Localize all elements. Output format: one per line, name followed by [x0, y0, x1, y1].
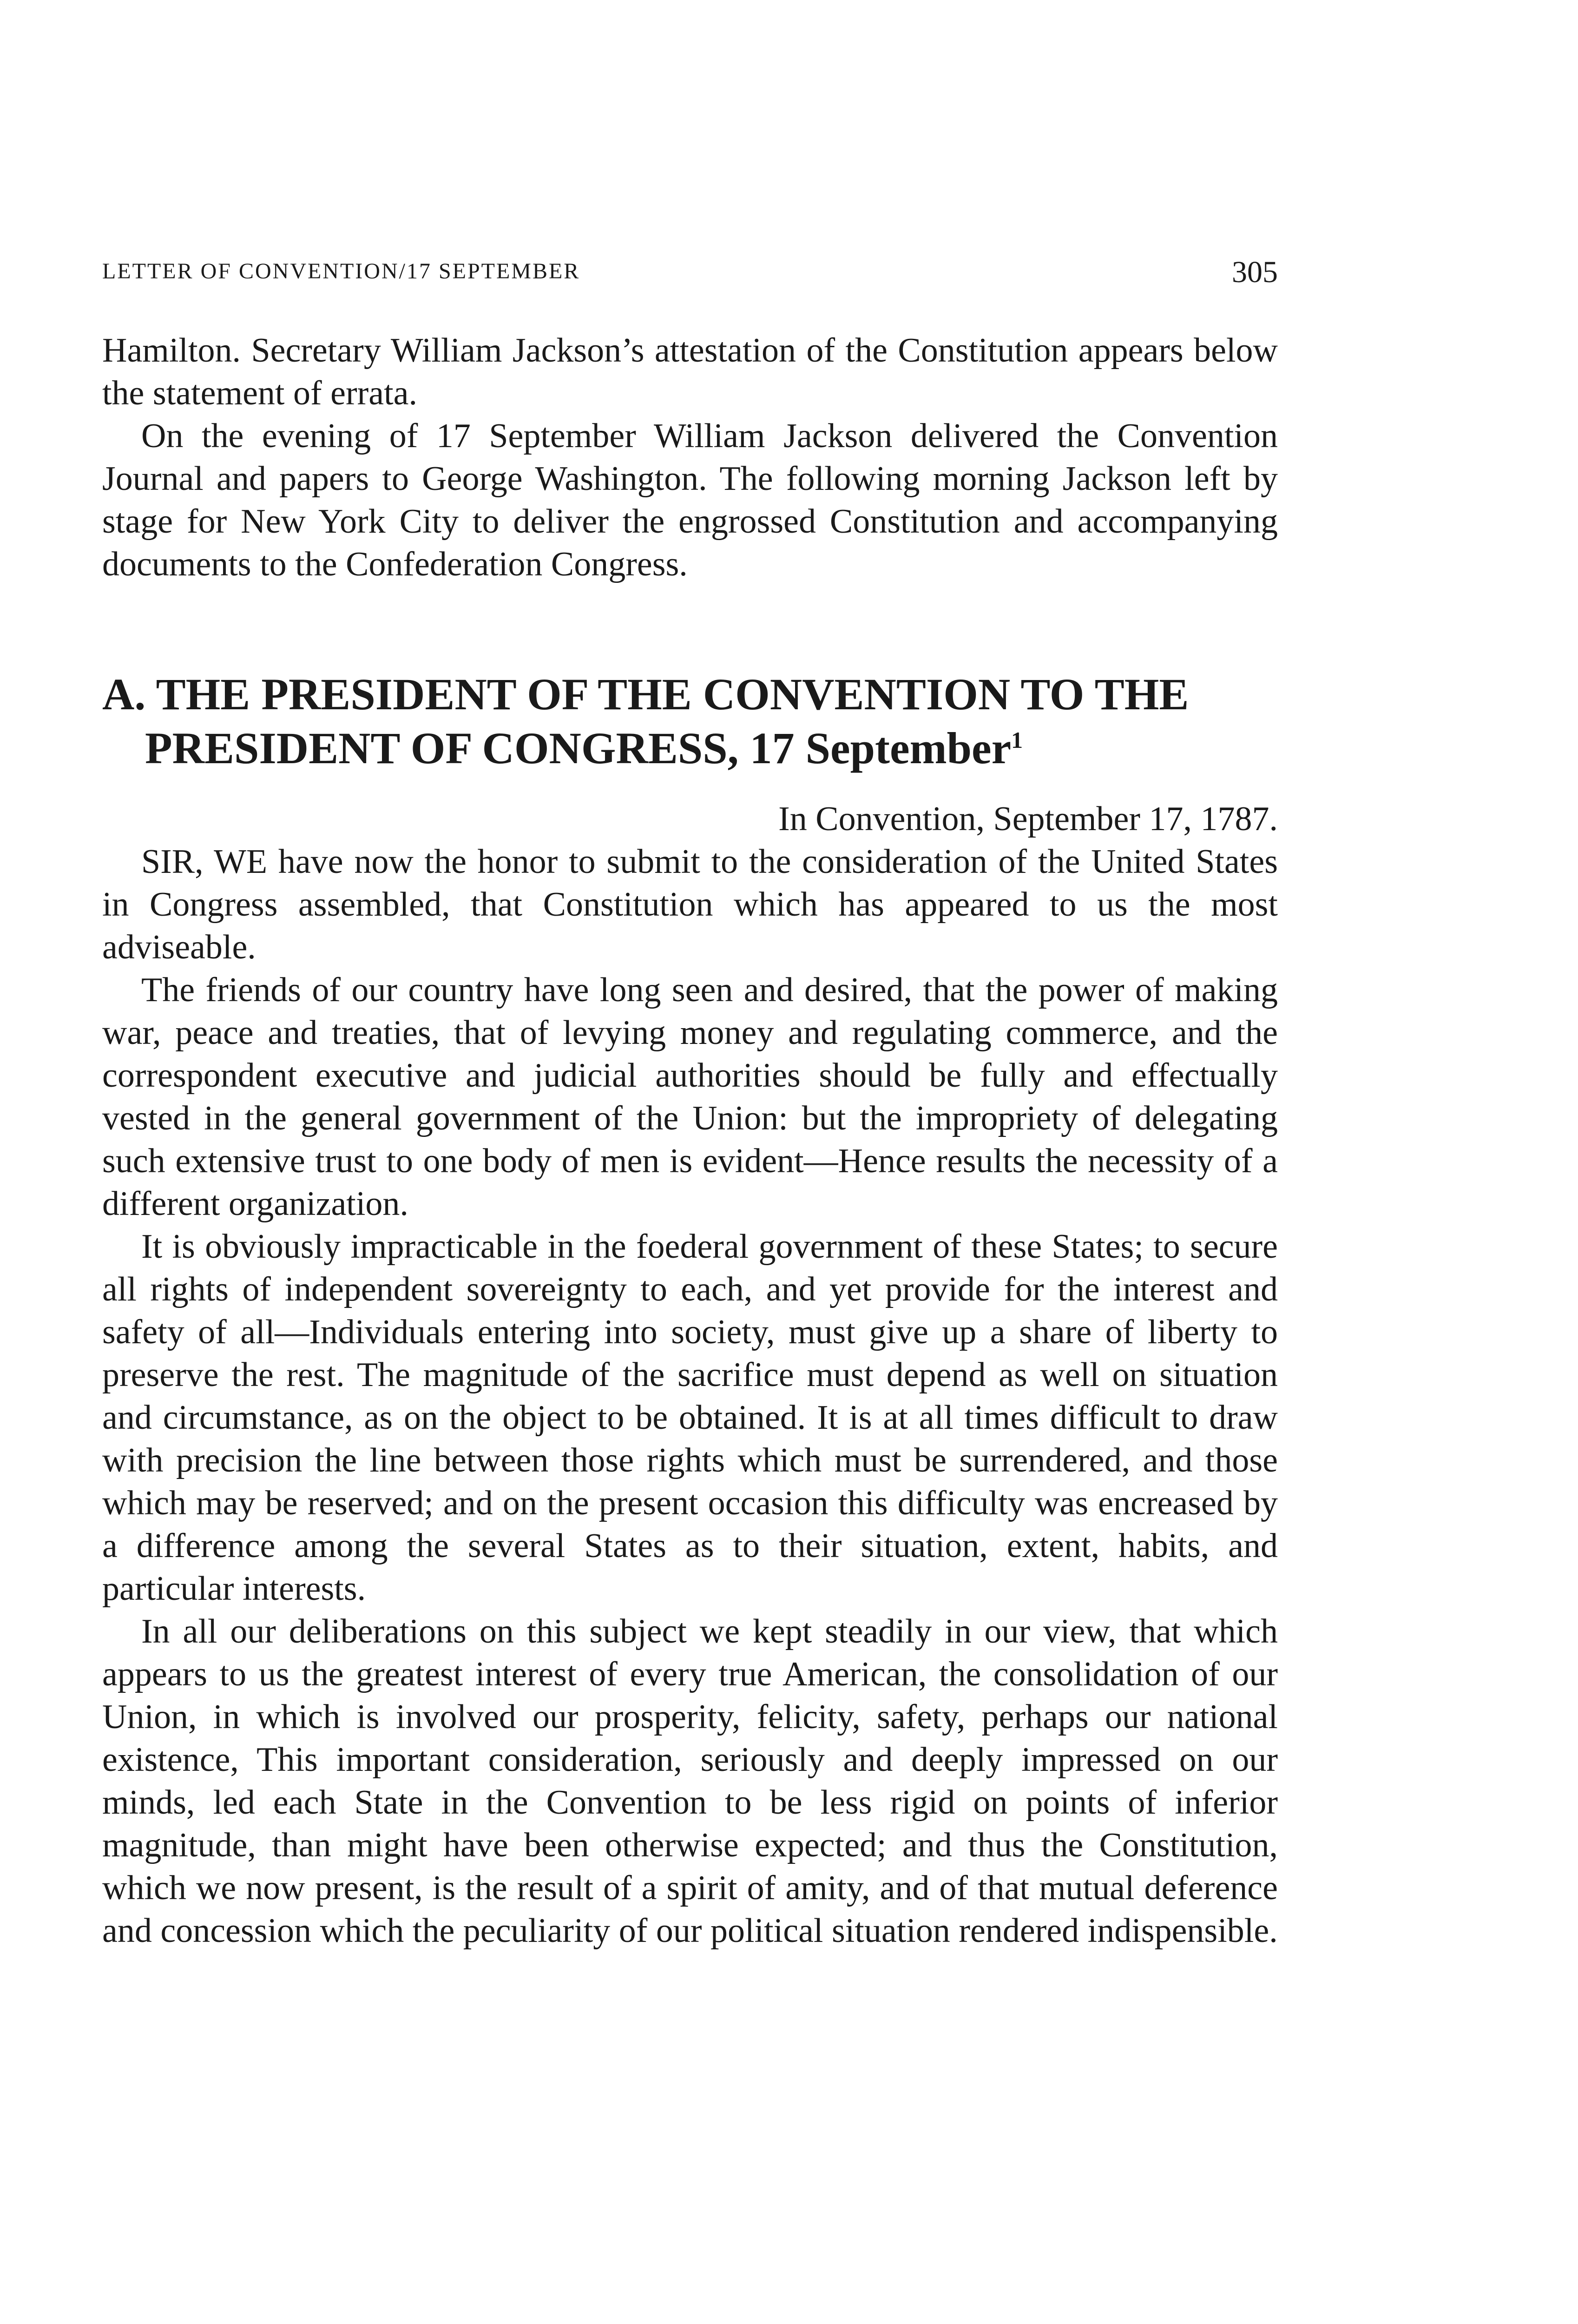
- intro-paragraph: Hamilton. Secretary William Jackson’s attestation of the Constitution appears below the statement of errata.: [102, 331, 1278, 412]
- footnote-mark: 1: [1011, 727, 1023, 753]
- document-page: [102, 0, 1278, 2324]
- intro-paragraph: On the evening of 17 September William Jackson delivered the Convention Journal and papers to George Washington. The following morning Jackson left by stage for New York City to deliver the engrossed Constitution and accompanying documents to the Confederation Congress.: [102, 417, 1278, 583]
- section-heading-line-2: [102, 721, 1278, 775]
- running-head-title: LETTER OF CONVENTION/17 SEPTEMBER: [102, 259, 580, 284]
- section-heading-line-2-text: PRESIDENT OF CONGRESS, 17 September: [145, 723, 1012, 773]
- letter-body: [102, 798, 1278, 1952]
- letter-dateline: In Convention, September 17, 1787.: [778, 800, 1278, 838]
- letter-paragraph: SIR, WE have now the honor to submit to the consideration of the United States in Congress assembled, that Constitution which has appeared to us the most adviseable.: [102, 843, 1278, 966]
- section-heading-line-1: A. THE PRESIDENT OF THE CONVENTION TO THE: [102, 669, 1189, 719]
- letter-paragraph: The friends of our country have long seen and desired, that the power of making war, peace and treaties, that of levying money and regulating commerce, and the correspondent executive and judicial authorities should be fully and effectually vested in the general government of the Union: but the impropriety of delegating such extensive trust to one body of men is evident—Hence results the necessity of a different organization.: [102, 971, 1278, 1223]
- page-number: 305: [1232, 255, 1278, 289]
- running-head: [102, 255, 1278, 292]
- letter-paragraph: It is obviously impracticable in the foederal government of these States; to secure all rights of independent sovereignty to each, and yet provide for the interest and safety of all—Individuals entering into society, must give up a share of liberty to preserve the rest. The magnitude of the sacrifice must depend as well on situation and circumstance, as on the object to be obtained. It is at all times difficult to draw with precision the line between those rights which must be surrendered, and those which may be reserved; and on the present occasion this difficulty was encreased by a difference among the several States as to their situation, extent, habits, and particular interests.: [102, 1228, 1278, 1608]
- letter-paragraph: In all our deliberations on this subject we kept steadily in our view, that which appears to us the greatest interest of every true American, the consolidation of our Union, in which is involved our prosperity, felicity, safety, perhaps our national existence, This important consideration, seriously and deeply impressed on our minds, led each State in the Convention to be less rigid on points of inferior magnitude, than might have been otherwise expected; and thus the Constitution, which we now present, is the result of a spirit of amity, and of that mutual deference and concession which the peculiarity of our political situation rendered indispensible.: [102, 1612, 1278, 1950]
- intro-section: [102, 329, 1278, 586]
- section-heading: [102, 667, 1278, 775]
